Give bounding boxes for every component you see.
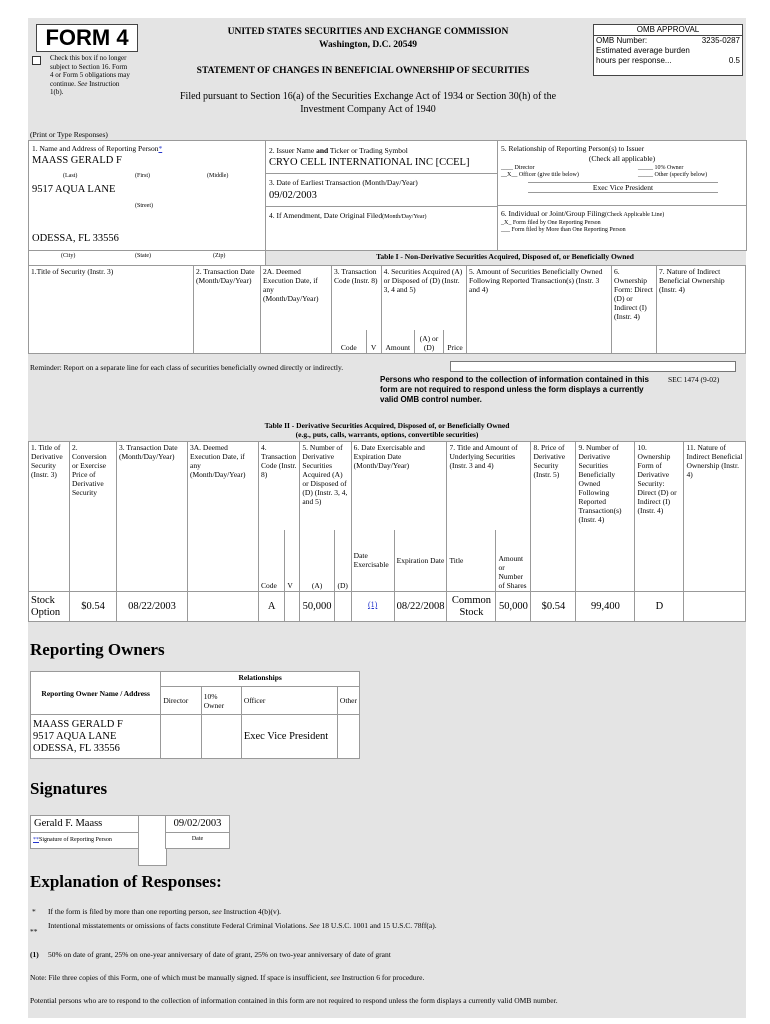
t2-v: [285, 592, 300, 622]
form-page: [28, 18, 746, 1018]
t2-col-exercisable: 6. Date Exercisable and Expiration Date (Month/Day/Year): [351, 442, 447, 530]
box-relationship: [497, 140, 747, 206]
t1-col-date: 2. Transaction Date (Month/Day/Year): [194, 266, 261, 354]
director-option: ____ Director: [501, 165, 535, 171]
ro-other-val: [337, 715, 359, 759]
footnote-1-link[interactable]: (1): [367, 600, 378, 610]
sec-code: SEC 1474 (9-02): [668, 375, 720, 384]
table-non-derivative: [28, 265, 746, 354]
t2-sub-code: Code: [259, 530, 285, 592]
officer-option: __X__ Officer (give title below): [501, 172, 579, 178]
earliest-transaction-date: 09/02/2003: [269, 190, 317, 201]
note-footnote-1-mark: (1): [30, 950, 39, 959]
t2-col-deemed: 3A. Deemed Execution Date, if any (Month/Day/Year): [188, 442, 259, 592]
reporting-person-name: MAASS GERALD F: [32, 155, 122, 166]
t2-price: $0.54: [70, 592, 117, 622]
omb-approval-box: [593, 24, 743, 76]
box1-label: 1. Name and Address of Reporting Person*: [32, 144, 163, 153]
t2-expiration: 08/22/2008: [394, 592, 447, 622]
zip-label: (Zip): [213, 253, 226, 259]
table-row: [31, 715, 360, 759]
officer-title: Exec Vice President: [528, 182, 718, 193]
t2-col-underlying: 7. Title and Amount of Underlying Securities (Instr. 3 and 4): [447, 442, 531, 530]
ro-col-officer: Officer: [241, 687, 337, 715]
note-file-copies: Note: File three copies of this Form, one of which must be manually signed. If space is insufficient, see Instruction 6 for procedure.: [30, 973, 425, 982]
no-longer-subject-checkbox[interactable]: [32, 56, 41, 65]
ro-col-name: Reporting Owner Name / Address: [31, 672, 161, 715]
t1-col-acquired: 4. Securities Acquired (A) or Disposed of (D) (Instr. 3, 4 and 5): [381, 266, 466, 330]
agency-name: UNITED STATES SECURITIES AND EXCHANGE COMMISSION: [227, 27, 509, 37]
t1-sub-v: V: [366, 330, 381, 354]
t2-code: A: [259, 592, 285, 622]
note-double-star: **: [30, 927, 38, 936]
t1-col-code: 3. Transaction Code (Instr. 8): [332, 266, 382, 330]
t2-col-date: 3. Transaction Date (Month/Day/Year): [117, 442, 188, 592]
note-footnote-1: 50% on date of grant, 25% on one-year anniversary of date of grant, 25% on two-year anniversary of date of grant: [48, 950, 391, 959]
signature-name: Gerald F. Maass: [34, 818, 103, 829]
city-state-zip-row: [28, 250, 266, 266]
reporting-owners-table: [30, 671, 360, 759]
t2-col-nature: 11. Nature of Indirect Beneficial Ownership (Instr. 4): [684, 442, 746, 592]
explanation-heading: Explanation of Responses:: [30, 872, 222, 891]
signature-date: 09/02/2003: [173, 818, 222, 829]
reporting-person-street: 9517 AQUA LANE: [32, 184, 116, 195]
box-filing-type: [497, 205, 747, 251]
ro-relationships: Relationships: [161, 672, 360, 687]
other-option: _____ Other (specify below): [638, 172, 708, 178]
filed-pursuant-2: Investment Company Act of 1940: [300, 104, 436, 115]
t2-sub-expiration: Expiration Date: [394, 530, 447, 592]
reporting-person-city: ODESSA, FL 33556: [32, 233, 119, 244]
t2-form: D: [635, 592, 684, 622]
table-derivative: [28, 441, 746, 622]
t2-deemed: [188, 592, 259, 622]
t2-a: 50,000: [300, 592, 334, 622]
omb-approval-title: OMB APPROVAL: [594, 25, 742, 36]
ro-name-address: MAASS GERALD F 9517 AQUA LANE ODESSA, FL 33556: [31, 715, 161, 759]
form-title-box: [36, 24, 138, 52]
note-potential-persons: Potential persons who are to respond to the collection of information contained in this form are not required to respond unless the form displays a currently valid OMB number.: [30, 996, 558, 1005]
box4-label: 4. If Amendment, Date Original Filed(Month/Day/Year): [269, 211, 427, 220]
street-label: (Street): [135, 203, 153, 209]
table2-title: Table II - Derivative Securities Acquired, Disposed of, or Beneficially Owned: [264, 421, 510, 430]
reminder-blank-box: [450, 361, 736, 372]
table2-subtitle: (e.g., puts, calls, warrants, options, convertible securities): [295, 430, 479, 439]
ro-officer-val: Exec Vice President: [241, 715, 337, 759]
first-label: (First): [135, 173, 150, 179]
t2-d: [334, 592, 351, 622]
checkbox-text: Check this box if no longer subject to Section 16. Form 4 or Form 5 obligations may continue. See Instruction 1(b).: [50, 54, 130, 97]
t2-sub-amount: Amount or Number of Shares: [496, 530, 531, 592]
t2-sub-v: V: [285, 530, 300, 592]
group-filer-option: ___ Form filed by More than One Reporting Person: [501, 227, 626, 233]
t2-col-code: 4. Transaction Code (Instr. 8): [259, 442, 300, 530]
t1-col-title: 1.Title of Security (Instr. 3): [29, 266, 194, 354]
ro-col-other: Other: [337, 687, 359, 715]
note-1: If the form is filed by more than one reporting person, see Instruction 4(b)(v).: [48, 907, 282, 916]
box-amendment: [265, 206, 498, 251]
t2-security: Stock Option: [29, 592, 70, 622]
box6-label: 6. Individual or Joint/Group Filing(Check Applicable Line): [501, 209, 665, 218]
t2-sub-title: Title: [447, 530, 496, 592]
ten-percent-owner-option: _____ 10% Owner: [638, 165, 684, 171]
signature-spacer-box: [138, 815, 167, 866]
t1-sub-amount: Amount: [381, 330, 414, 354]
t2-exercisable-cell: [351, 592, 394, 622]
ro-col-owner: 10% Owner: [201, 687, 241, 715]
box-issuer: [265, 140, 498, 174]
t2-col-price: 8. Price of Derivative Security (Instr. 5): [531, 442, 576, 592]
t2-col-number: 5. Number of Derivative Securities Acquired (A) or Disposed of (D) (Instr. 3, 4, and 5): [300, 442, 351, 530]
omb-notice: Persons who respond to the collection of information contained in this form are not required to respond unless the form displays a currently valid OMB control number.: [380, 375, 649, 404]
print-note: (Print or Type Responses): [30, 130, 108, 139]
note-2: Intentional misstatements or omissions of facts constitute Federal Criminal Violations. See 18 U.S.C. 1001 and 15 U.S.C. 78ff(a).: [48, 921, 437, 930]
box5-label: 5. Relationship of Reporting Person(s) to Issuer: [501, 144, 645, 153]
t2-col-conversion: 2. Conversion or Exercise Price of Derivative Security: [70, 442, 117, 592]
t2-col-owned: 9. Number of Derivative Securities Beneficially Owned Following Reported Transaction(s) (Instr. 4): [576, 442, 635, 592]
box5-sub: (Check all applicable): [588, 154, 656, 163]
t1-sub-code: Code: [332, 330, 367, 354]
t1-sub-aord: (A) or (D): [415, 330, 444, 354]
t1-sub-price: Price: [444, 330, 467, 354]
t1-col-ownership: 6. Ownership Form: Direct (D) or Indirect (I) (Instr. 4): [612, 266, 657, 354]
t2-sub-a: (A): [300, 530, 334, 592]
box3-label: 3. Date of Earliest Transaction (Month/Day/Year): [269, 178, 418, 187]
last-label: (Last): [63, 173, 78, 179]
box-reporting-person: [28, 140, 266, 251]
t2-underlying: Common Stock: [447, 592, 496, 622]
state-label: (State): [135, 253, 151, 259]
t1-col-nature: 7. Nature of Indirect Beneficial Ownership (Instr. 4): [657, 266, 746, 354]
table-row: [29, 592, 746, 622]
t2-sub-d: (D): [334, 530, 351, 592]
issuer-name: CRYO CELL INTERNATIONAL INC [CCEL]: [269, 157, 470, 168]
ro-owner-val: [201, 715, 241, 759]
agency-location: Washington, D.C. 20549: [319, 40, 417, 50]
signature-box: [30, 815, 140, 849]
t2-nature: [684, 592, 746, 622]
city-label: (City): [61, 253, 76, 259]
t2-sub-date-exercisable: Date Exercisable: [351, 530, 394, 592]
single-filer-option: _X_ Form filed by One Reporting Person: [501, 220, 601, 226]
signature-label: **Signature of Reporting Person: [33, 837, 112, 843]
filed-pursuant-1: Filed pursuant to Section 16(a) of the Securities Exchange Act of 1934 or Section 30(h) of the: [179, 91, 557, 102]
signatures-heading: Signatures: [30, 779, 108, 798]
omb-burden-row: Estimated average burden hours per response... 0.5: [596, 46, 740, 65]
t2-deriv-price: $0.54: [531, 592, 576, 622]
date-label: Date: [191, 836, 204, 842]
signature-date-box: [165, 815, 230, 849]
ro-col-director: Director: [161, 687, 201, 715]
reporting-owners-heading: Reporting Owners: [30, 640, 165, 659]
t2-date: 08/22/2003: [117, 592, 188, 622]
box-earliest-transaction: [265, 173, 498, 207]
t1-col-deemed: 2A. Deemed Execution Date, if any (Month/Day/Year): [261, 266, 332, 354]
t2-col-title: 1. Title of Derivative Security (Instr. 3): [29, 442, 70, 592]
middle-label: (Middle): [207, 173, 229, 179]
statement-title: STATEMENT OF CHANGES IN BENEFICIAL OWNERSHIP OF SECURITIES: [196, 66, 530, 76]
note-star: *: [32, 907, 36, 916]
box2-label: 2. Issuer Name and Ticker or Trading Symbol: [269, 146, 408, 155]
omb-number-row: OMB Number: 3235-0287: [596, 36, 740, 45]
table1-title: Table I - Non-Derivative Securities Acquired, Disposed of, or Beneficially Owned: [376, 252, 634, 261]
t2-owned: 99,400: [576, 592, 635, 622]
ro-director-val: [161, 715, 201, 759]
reminder-text: Reminder: Report on a separate line for each class of securities beneficially owned directly or indirectly.: [30, 363, 344, 372]
t1-col-amount-owned: 5. Amount of Securities Beneficially Owned Following Reported Transaction(s) (Instr. 3 and 4): [467, 266, 612, 354]
t2-underlying-amount: 50,000: [496, 592, 531, 622]
form-title: FORM 4: [45, 25, 129, 50]
t2-col-form: 10. Ownership Form of Derivative Security: Direct (D) or Indirect (I) (Instr. 4): [635, 442, 684, 592]
